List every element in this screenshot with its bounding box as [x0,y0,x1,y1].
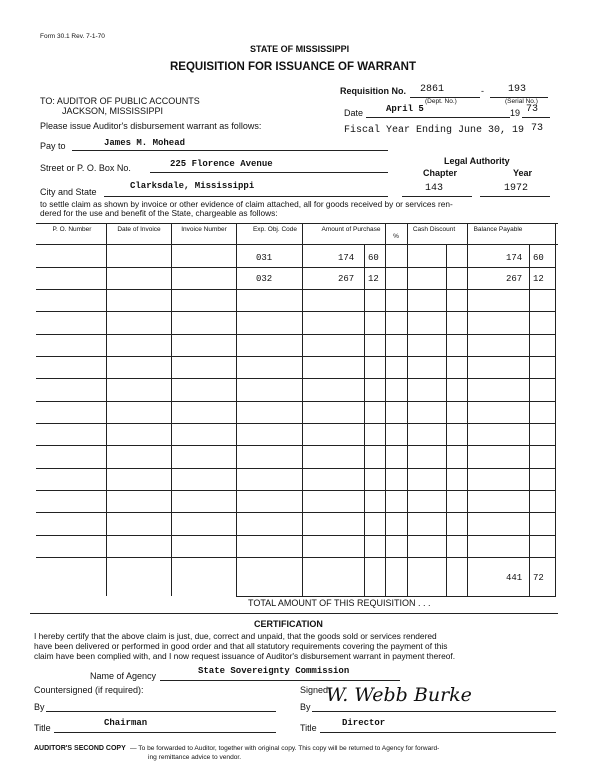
title-label-right: Title [300,723,317,733]
authority-year-value: 1972 [504,183,529,194]
cert-text-1: I hereby certify that the above claim is just, due, correct and unpaid, that the goods sold or services rendered [34,631,437,641]
pay-to-label: Pay to [40,141,66,151]
fiscal-year-label: Fiscal Year Ending June 30, 19 [344,125,525,136]
signature: W. Webb Burke [326,684,472,706]
row1-amount: 174 [338,253,355,263]
year-value: 73 [526,104,539,115]
chapter-label: Chapter [423,168,458,178]
year-label: Year [513,168,533,178]
chapter-value: 143 [425,183,444,194]
city-value: Clarksdale, Mississippi [130,181,255,191]
year-prefix: 19 [510,108,521,118]
agency-value: State Sovereignty Commission [198,666,350,676]
pay-to-value: James M. Mohead [104,138,186,148]
fiscal-year-value: 73 [531,123,544,134]
state-heading: STATE OF MISSISSIPPI [250,44,350,54]
settle-text-1: to settle claim as shown by invoice or other evidence of claim attached, all for goods received by or services ren- [40,199,453,209]
total-label: TOTAL AMOUNT OF THIS REQUISITION . . . [248,598,431,608]
row2-balance: 267 [506,274,523,284]
signed-label: Signed: [300,685,331,695]
street-value: 225 Florence Avenue [170,159,273,169]
please-issue-text: Please issue Auditor's disbursement warrant as follows: [40,121,262,131]
total-cents: 72 [533,573,544,583]
row1-code: 031 [256,253,273,263]
row2-code: 032 [256,274,273,284]
serial-no-caption: (Serial No.) [505,98,538,105]
row1-balance-cents: 60 [533,253,544,263]
header-exp-obj-code: Exp. Obj. Code [252,226,298,233]
header-percent: % [393,233,399,240]
footer-copy-label: AUDITOR'S SECOND COPY [34,745,126,752]
countersigned-label: Countersigned (if required): [34,685,144,695]
form-title: REQUISITION FOR ISSUANCE OF WARRANT [170,61,416,73]
title-label-left: Title [34,723,51,733]
requisition-label: Requisition No. [340,86,406,96]
date-label: Date [344,108,364,118]
agency-label: Name of Agency [90,671,157,681]
city-label: City and State [40,187,97,197]
cert-text-3: claim have been complied with, and I now request issuance of Auditor's disbursement warrant in payment thereof. [34,651,456,661]
to-line-2: JACKSON, MISSISSIPPI [62,106,164,116]
dept-number: 2861 [420,84,445,95]
header-po-number: P. O. Number [52,226,92,233]
header-date-of-invoice: Date of Invoice [117,226,161,233]
total-amount: 441 [506,573,523,583]
row2-balance-cents: 12 [533,274,544,284]
settle-text-2: dered for the use and benefit of the State, chargeable as follows: [40,208,278,218]
certification-title: CERTIFICATION [254,619,323,629]
row1-balance: 174 [506,253,523,263]
form-number: Form 30.1 Rev. 7-1-70 [40,33,105,40]
cert-text-2: have been delivered or performed in good order and that all statutory requirements covering the payment of this [34,641,448,651]
row1-amount-cents: 60 [368,253,379,263]
header-invoice-number: Invoice Number [181,226,227,233]
by-label-left: By [34,702,45,712]
footer-text-1: — To be forwarded to Auditor, together with original copy. This copy will be returned to Agency for forward- [130,745,440,752]
serial-number: 193 [508,84,527,95]
row2-amount: 267 [338,274,355,284]
by-label-right: By [300,702,311,712]
header-cash-discount: Cash Discount [412,226,456,233]
header-amount-of-purchase: Amount of Purchase [321,226,381,233]
row2-amount-cents: 12 [368,274,379,284]
legal-authority-label: Legal Authority [444,156,510,166]
date-value: April 5 [386,104,424,114]
street-label: Street or P. O. Box No. [40,163,131,173]
to-line-1: TO: AUDITOR OF PUBLIC ACCOUNTS [40,96,200,106]
title-left-value: Chairman [104,718,148,728]
footer-text-2: ing remittance advice to vendor. [148,754,242,761]
title-right-value: Director [342,718,386,728]
dept-no-caption: (Dept. No.) [425,98,457,105]
header-balance-payable: Balance Payable [473,226,523,233]
